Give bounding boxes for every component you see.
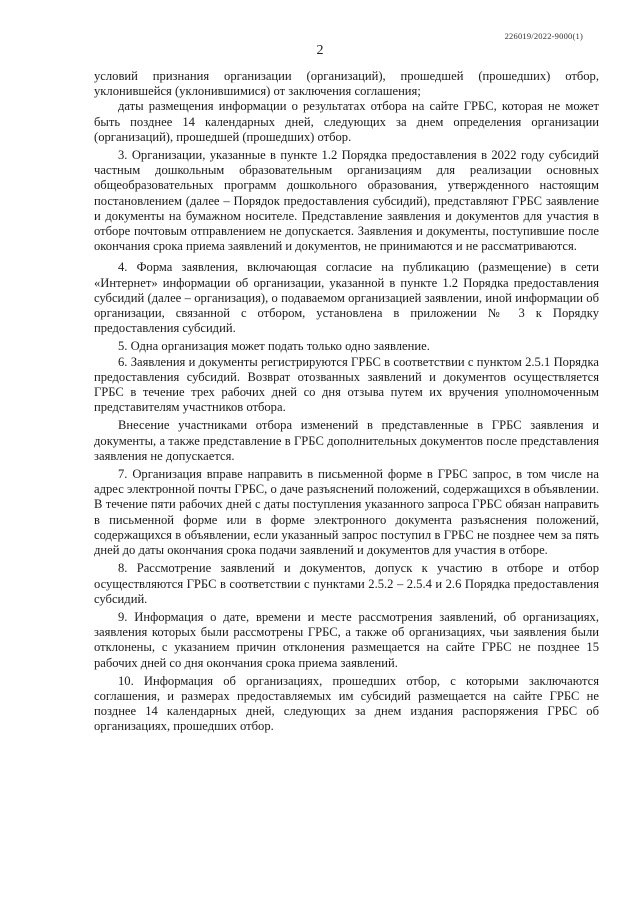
paragraph-item-6: 6. Заявления и документы регистрируются ГРБС в соответствии с пунктом 2.5.1 Порядка предоставления субсидий. Возврат отозванных заявлений и документов осуществляется ГРБС в течение трех рабочих дней со дня отзыва путем их вручения уполномоченным представителям участников отбора. xyxy=(94,354,599,415)
paragraph-item-9: 9. Информация о дате, времени и месте рассмотрения заявлений, об организациях, заявления которых были рассмотрены ГРБС, а также об организациях, чьи заявления были отклонены, с указанием причин отклонения размещается на сайте ГРБС не позднее 15 рабочих дней со дня окончания срока приема заявлений. xyxy=(94,609,599,670)
registration-number: 226019/2022-9000(1) xyxy=(504,31,583,41)
paragraph-item-5: 5. Одна организация может подать только одно заявление. xyxy=(118,339,430,354)
paragraph-item-3: 3. Организации, указанные в пункте 1.2 Порядка предоставления в 2022 году субсидий частным дошкольным образовательным организациям для реализации основных общеобразовательных программ дошкольного образования, утвержденного настоящим постановлением (далее – Порядок предоставления субсидий), представляют ГРБС заявление и документы на бумажном носителе. Представление заявления и документов для участия в отборе почтовым отправлением не допускается. Заявления и документы, поступившие после окончания срока приема заявлений и документов, не принимаются и не рассматриваются. xyxy=(94,148,599,254)
paragraph-item-7: 7. Организация вправе направить в письменной форме в ГРБС запрос, в том числе на адрес электронной почты ГРБС, о даче разъяснений положений, содержащихся в объявлении. В течение пяти рабочих дней с даты поступления указанного запроса ГРБС обязан направить в письменной форме или в форме электронного документа разъяснения положений, содержащихся в объявлении, если указанный запрос поступил в ГРБС не позднее чем за пять дней до даты окончания срока подачи заявлений и документов для участия в отборе. xyxy=(94,467,599,558)
paragraph-item-8: 8. Рассмотрение заявлений и документов, допуск к участию в отборе и отбор осуществляются ГРБС в соответствии с пунктами 2.5.2 – 2.5.4 и 2.6 Порядка предоставления субсидий. xyxy=(94,561,599,606)
paragraph-conditions-continued: условий признания организации (организаций), прошедшей (прошедших) отбор, уклонившейся (уклонившимися) от заключения соглашения; xyxy=(94,69,599,99)
paragraph-item-10: 10. Информация об организациях, прошедших отбор, с которыми заключаются соглашения, и размерах предоставляемых им субсидий размещается на сайте ГРБС не позднее 14 календарных дней, следующих за днем издания распоряжения ГРБС об организациях, прошедших отбор. xyxy=(94,673,599,734)
document-body xyxy=(94,69,599,735)
page-number: 2 xyxy=(316,43,324,58)
paragraph-amendments: Внесение участниками отбора изменений в представленные в ГРБС заявления и документы, а также представление в ГРБС дополнительных документов после представления заявления не допускается. xyxy=(94,418,599,463)
paragraph-publication-dates: даты размещения информации о результатах отбора на сайте ГРБС, которая не может быть позднее 14 календарных дней, следующих за днем определения организации (организаций), прошедшей (прошедших) отбор. xyxy=(94,99,599,144)
paragraph-item-4: 4. Форма заявления, включающая согласие на публикацию (размещение) в сети «Интернет» информации об организации, указанной в пункте 1.2 Порядка предоставления субсидий (далее – организация), о подаваемом организацией заявлении, иной информации об организации, связанной с отбором, установлена в приложении № 3 к Порядку предоставления субсидий. xyxy=(94,260,599,336)
